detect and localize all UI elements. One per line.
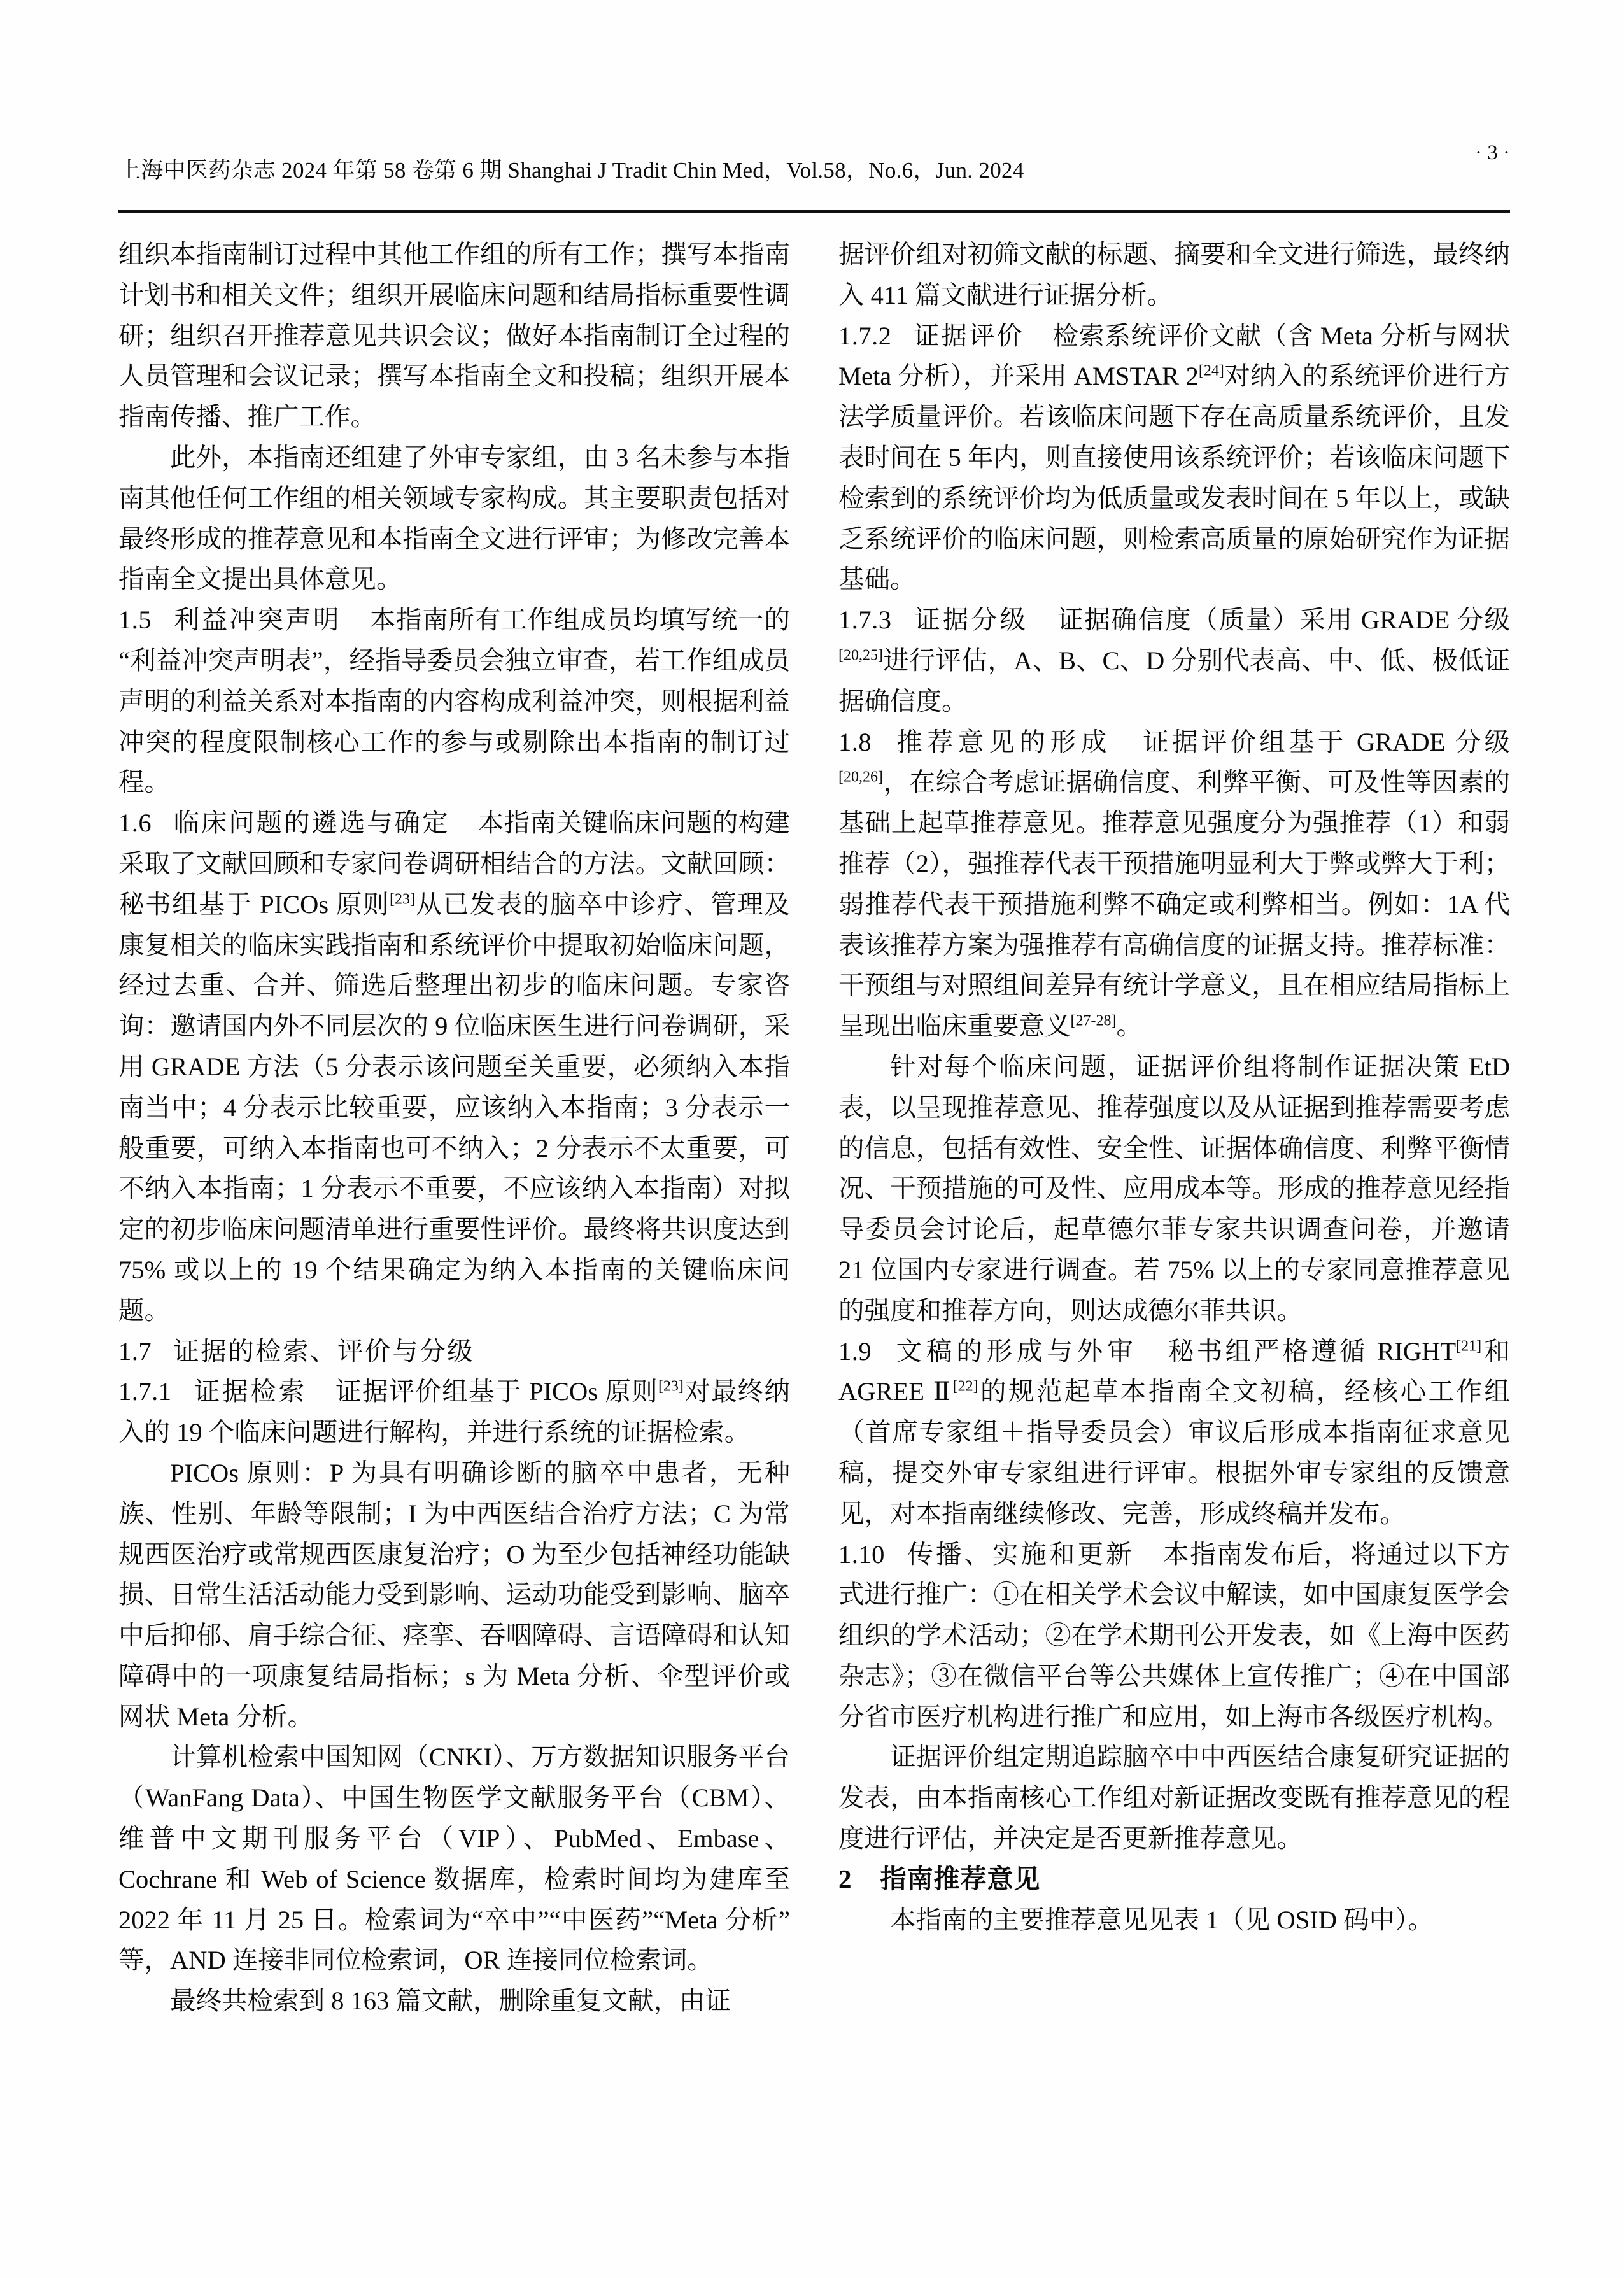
column-right <box>838 234 1510 2182</box>
section-2-number: 2 <box>838 1864 852 1893</box>
reference-marker-22: [22] <box>952 1378 978 1395</box>
section-1-6-number: 1.6 <box>118 809 152 838</box>
page-number: · 3 · <box>1475 141 1510 164</box>
reference-marker-20-26: [20,26] <box>838 768 883 786</box>
section-1-6 <box>118 803 790 1331</box>
section-2-title: 指南推荐意见 <box>880 1863 1041 1894</box>
section-1-7 <box>118 1331 790 1372</box>
section-1-7-3-title: 证据分级 <box>913 604 1029 635</box>
section-1-7-1-body-part2: 对最终纳入的 19 个临床问题进行解构，并进行系统的证据检索。 <box>118 1377 791 1447</box>
section-1-7-3-number: 1.7.3 <box>838 605 892 635</box>
column-left <box>118 234 790 2182</box>
section-1-8-body-part2: ，在综合考虑证据确信度、利弊平衡、可及性等因素的基础上起草推荐意见。推荐意见强度分为强推荐（1）和弱推荐（2），强推荐代表干预措施明显利大于弊或弊大于利；弱推荐代表干预措施利弊不确定或利弊相当。例如：1A 代表该推荐方案为强推荐有高确信度的证据支持。推荐标准：干预组与对照组间差异有统计学意义，且在相应结局指标上呈现出临床重要意义 <box>838 768 1510 1041</box>
reference-marker-23: [23] <box>389 891 415 908</box>
section-1-9-number: 1.9 <box>838 1336 872 1366</box>
paragraph-search-results: 最终共检索到 8 163 篇文献，删除重复文献，由证 <box>170 1986 731 2016</box>
section-1-7-1-title: 证据检索 <box>193 1376 307 1407</box>
section-1-7-number: 1.7 <box>118 1336 152 1366</box>
paragraph-picos-principle: PICOs 原则：P 为具有明确诊断的脑卒中患者，无种族、性别、年龄等限制；I 为中西医结合治疗方法；C 为常规西医治疗或常规西医康复治疗；O 为至少包括神经功能缺损、日常生活活动能力受到影响、运动功能受到影响、脑卒中后抑郁、肩手综合征、痉挛、吞咽障碍、言语障碍和认知障碍中的一项康复结局指标；s 为 Meta 分析、伞型评价或网状 Meta 分析。 <box>118 1458 790 1731</box>
section-1-5-number: 1.5 <box>118 605 152 635</box>
section-1-8 <box>838 722 1510 1047</box>
section-2-heading <box>838 1859 1510 1900</box>
paragraph-evidence-update: 证据评价组定期追踪脑卒中中西医结合康复研究证据的发表，由本指南核心工作组对新证据改变既有推荐意见的程度进行评估，并决定是否更新推荐意见。 <box>838 1743 1510 1853</box>
paragraph-screening-continued: 据评价组对初筛文献的标题、摘要和全文进行筛选，最终纳入 411 篇文献进行证据分析。 <box>838 240 1510 309</box>
section-1-7-title: 证据的检索、评价与分级 <box>173 1335 475 1366</box>
section-1-5-body: 本指南所有工作组成员均填写统一的“利益冲突声明表”，经指导委员会独立审查，若工作组成员声明的利益关系对本指南的内容构成利益冲突，则根据利益冲突的程度限制核心工作的参与或剔除出本指南的制订过程。 <box>118 605 791 797</box>
running-head-text: 上海中医药杂志 2024 年第 58 卷第 6 期 Shanghai J Tradit Chin Med，Vol.58，No.6，Jun. 2024 <box>118 158 1024 183</box>
section-1-10-number: 1.10 <box>838 1539 885 1569</box>
section-1-8-number: 1.8 <box>838 727 872 756</box>
section-1-7-1-body-part1: 证据评价组基于 PICOs 原则 <box>334 1377 658 1406</box>
section-1-8-body-part1: 证据评价组基于 GRADE 分级 <box>1140 727 1511 756</box>
reference-marker-24: [24] <box>1198 362 1224 379</box>
paragraph-databases-searched: 计算机检索中国知网（CNKI）、万方数据知识服务平台（WanFang Data）、中国生物医学文献服务平台（CBM）、维普中文期刊服务平台（VIP）、PubMed、Embase、Cochrane 和 Web of Science 数据库，检索时间均为建库至 2022 年 11 月 25 日。检索词为“卒中”“中医药”“Meta 分析”等，AND 连接非同位检索词，OR 连接同位检索词。 <box>118 1743 790 1975</box>
reference-marker-23b: [23] <box>658 1378 684 1395</box>
section-1-10-body: 本指南发布后，将通过以下方式进行推广：①在相关学术会议中解读，如中国康复医学会组织的学术活动；②在学术期刊公开发表，如《上海中医药杂志》；③在微信平台等公共媒体上宣传推广；④在中国部分省市医疗机构进行推广和应用，如上海市各级医疗机构。 <box>838 1539 1511 1731</box>
section-1-9-body-part3: 的规范起草本指南全文初稿，经核心工作组（首席专家组＋指导委员会）审议后形成本指南征求意见稿，提交外审专家组进行评审。根据外审专家组的反馈意见，对本指南继续修改、完善，形成终稿并发布。 <box>838 1377 1511 1528</box>
section-1-7-1 <box>118 1371 790 1453</box>
reference-marker-27-28: [27-28] <box>1070 1012 1117 1029</box>
section-1-8-title: 推荐意见的形成 <box>893 726 1112 757</box>
section-1-7-2 <box>838 316 1510 600</box>
section-1-7-2-number: 1.7.2 <box>838 321 892 350</box>
section-1-7-2-body-part2: 对纳入的系统评价进行方法学质量评价。若该临床问题下存在高质量系统评价，且发表时间在 5 年内，则直接使用该系统评价；若该临床问题下检索到的系统评价均为低质量或发表时间在 5 年以上，或缺乏系统评价的临床问题，则检索高质量的原始研究作为证据基础。 <box>838 362 1510 594</box>
section-1-7-3-body-part2: 进行评估，A、B、C、D 分别代表高、中、低、极低证据确信度。 <box>838 646 1510 716</box>
section-1-10-title: 传播、实施和更新 <box>906 1538 1134 1569</box>
section-1-7-2-body-part1: 检索系统评价文献（含 Meta 分析与网状 Meta 分析），并采用 AMSTAR 2 <box>838 321 1511 391</box>
section-1-7-3 <box>838 600 1510 721</box>
section-1-8-body-part3: 。 <box>1116 1012 1142 1041</box>
paragraph-etd-table: 针对每个临床问题，证据评价组将制作证据决策 EtD 表，以呈现推荐意见、推荐强度以及从证据到推荐需要考虑的信息，包括有效性、安全性、证据体确信度、利弊平衡情况、干预措施的可及性、应用成本等。形成的推荐意见经指导委员会讨论后，起草德尔菲专家共识调查问卷，并邀请 21 位国内专家进行调查。若 75% 以上的专家同意推荐意见的强度和推荐方向，则达成德尔菲共识。 <box>838 1052 1510 1325</box>
paragraph-section-2-body: 本指南的主要推荐意见见表 1（见 OSID 码中）。 <box>890 1905 1434 1934</box>
running-head <box>118 141 1510 208</box>
section-1-10 <box>838 1534 1510 1737</box>
section-1-6-title: 临床问题的遴选与确定 <box>173 807 450 838</box>
body-columns <box>118 234 1510 2182</box>
section-1-7-1-number: 1.7.1 <box>118 1377 172 1406</box>
section-1-7-2-title: 证据评价 <box>913 320 1024 351</box>
section-1-7-3-body-part1: 证据确信度（质量）采用 GRADE 分级 <box>1056 605 1510 635</box>
section-1-9 <box>838 1331 1510 1534</box>
paragraph-external-review-panel: 此外，本指南还组建了外审专家组，由 3 名未参与本指南其他任何工作组的相关领域专家构成。其主要职责包括对最终形成的推荐意见和本指南全文进行评审；为修改完善本指南全文提出具体意见。 <box>118 442 790 594</box>
section-1-6-body-part2: 从已发表的脑卒中诊疗、管理及康复相关的临床实践指南和系统评价中提取初始临床问题，经过去重、合并、筛选后整理出初步的临床问题。专家咨询：邀请国内外不同层次的 9 位临床医生进行问卷调研，采用 GRADE 方法（5 分表示该问题至关重要，必须纳入本指南当中；4 分表示比较重要，应该纳入本指南；3 分表示一般重要，可纳入本指南也可不纳入；2 分表示不太重要，可不纳入本指南；1 分表示不重要，不应该纳入本指南）对拟定的初步临床问题清单进行重要性评价。最终将共识度达到 75% 或以上的 19 个结果确定为纳入本指南的关键临床问题。 <box>118 889 790 1325</box>
section-1-6-body-part1: 本指南关键临床问题的构建采取了文献回顾和专家问卷调研相结合的方法。文献回顾：秘书组基于 PICOs 原则 <box>118 809 791 919</box>
section-1-9-body-part2: 和 AGREE Ⅱ <box>838 1336 1511 1406</box>
section-1-5-title: 利益冲突声明 <box>173 604 341 635</box>
reference-marker-21: [21] <box>1456 1338 1482 1355</box>
section-1-9-title: 文稿的形成与外审 <box>893 1335 1138 1366</box>
paragraph-working-group-duties: 组织本指南制订过程中其他工作组的所有工作；撰写本指南计划书和相关文件；组织开展临床问题和结局指标重要性调研；组织召开推荐意见共识会议；做好本指南制订全过程的人员管理和会议记录；撰写本指南全文和投稿；组织开展本指南传播、推广工作。 <box>118 240 790 432</box>
header-divider <box>118 210 1510 213</box>
section-1-5 <box>118 600 790 803</box>
reference-marker-20-25: [20,25] <box>838 647 883 664</box>
section-1-9-body-part1: 秘书组严格遵循 RIGHT <box>1165 1336 1457 1366</box>
